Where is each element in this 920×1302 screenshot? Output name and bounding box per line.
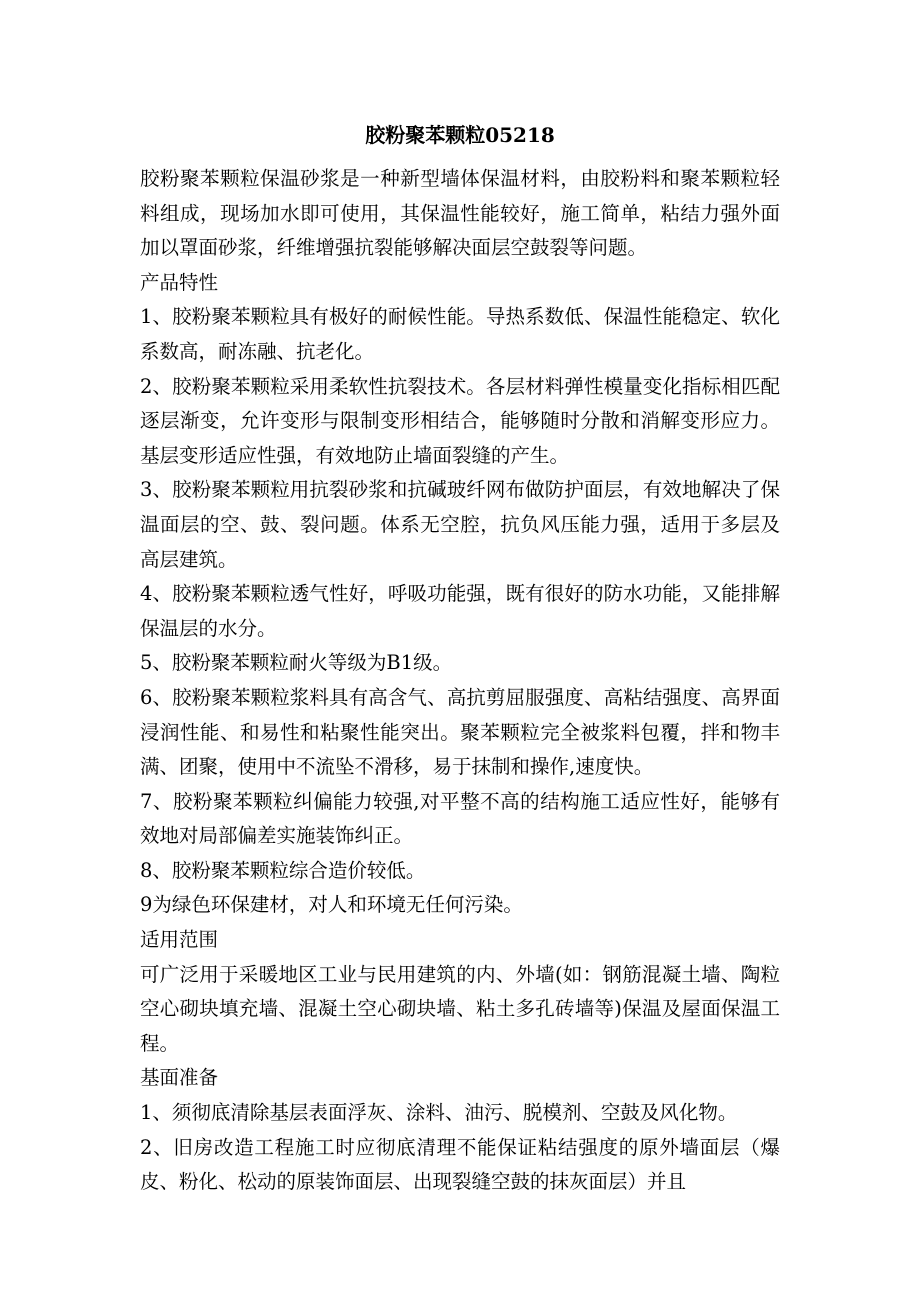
feature-item-4: 4、胶粉聚苯颗粒透气性好，呼吸功能强，既有很好的防水功能，又能排解保温层的水分。 xyxy=(140,582,780,640)
paragraph-scope: 可广泛用于采暖地区工业与民用建筑的内、外墙(如：钢筋混凝土墙、陶粒空心砌块填充墙、混凝土空心砌块墙、粘土多孔砖墙等)保温及屋面保温工程。 xyxy=(140,962,780,1055)
feature-item-2: 2、胶粉聚苯颗粒采用柔软性抗裂技术。各层材料弹性模量变化指标相匹配逐层渐变，允许变形与限制变形相结合，能够随时分散和消解变形应力。基层变形适应性强，有效地防止墙面裂缝的产生。 xyxy=(140,374,780,467)
section-heading-surface-prep: 基面准备 xyxy=(140,1066,219,1090)
feature-item-5: 5、胶粉聚苯颗粒耐火等级为B1级。 xyxy=(140,651,453,675)
paragraph-intro: 胶粉聚苯颗粒保温砂浆是一种新型墙体保温材料，由胶粉料和聚苯颗粒轻料组成，现场加水即可使用，其保温性能较好，施工简单，粘结力强外面加以罩面砂浆，纤维增强抗裂能够解决面层空鼓裂等问题。 xyxy=(140,167,780,260)
feature-item-8: 8、胶粉聚苯颗粒综合造价较低。 xyxy=(140,858,426,882)
document-title: 胶粉聚苯颗粒05218 xyxy=(365,123,555,147)
feature-item-6: 6、胶粉聚苯颗粒浆料具有高含气、高抗剪屈服强度、高粘结强度、高界面浸润性能、和易性和粘聚性能突出。聚苯颗粒完全被浆料包覆，拌和物丰满、团聚，使用中不流坠不滑移，易于抹制和操作,速度快。 xyxy=(140,685,780,779)
section-heading-scope: 适用范围 xyxy=(140,928,219,952)
feature-item-9: 9为绿色环保建材，对人和环境无任何污染。 xyxy=(140,893,523,917)
prep-item-2: 2、旧房改造工程施工时应彻底清理不能保证粘结强度的原外墙面层（爆皮、粉化、松动的原装饰面层、出现裂缝空鼓的抹灰面层）并且 xyxy=(140,1135,780,1194)
feature-item-7: 7、胶粉聚苯颗粒纠偏能力较强,对平整不高的结构施工适应性好，能够有效地对局部偏差实施装饰纠正。 xyxy=(140,789,780,848)
prep-item-1: 1、须彻底清除基层表面浮灰、涂料、油污、脱模剂、空鼓及风化物。 xyxy=(140,1101,738,1125)
section-heading-features: 产品特性 xyxy=(140,270,219,294)
document-body xyxy=(140,162,780,1200)
feature-item-1: 1、胶粉聚苯颗粒具有极好的耐候性能。导热系数低、保温性能稳定、软化系数高，耐冻融、抗老化。 xyxy=(140,305,780,363)
feature-item-3: 3、胶粉聚苯颗粒用抗裂砂浆和抗碱玻纤网布做防护面层，有效地解决了保温面层的空、鼓、裂问题。体系无空腔，抗负风压能力强，适用于多层及高层建筑。 xyxy=(140,478,780,571)
